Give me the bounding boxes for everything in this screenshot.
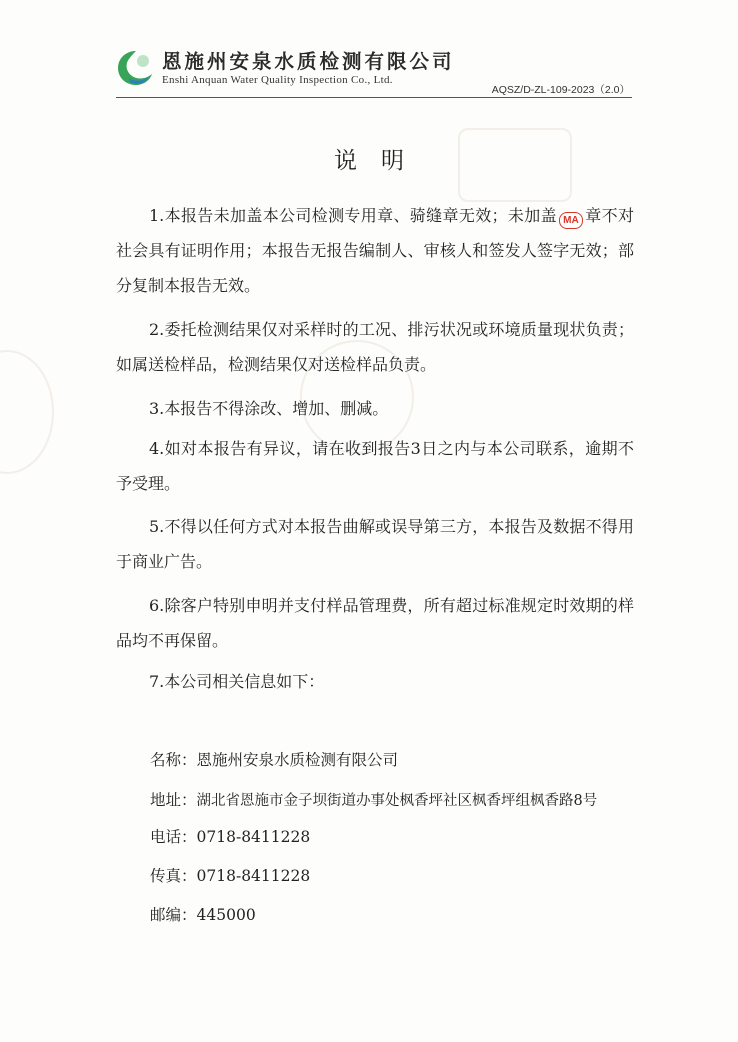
- note-paragraph-4: 4.如对本报告有异议，请在收到报告3日之内与本公司联系，逾期不予受理。: [116, 439, 634, 493]
- note-paragraph-7: 7.本公司相关信息如下：: [149, 672, 325, 691]
- phone-label: 电话：: [150, 828, 197, 846]
- company-fax-row: [150, 864, 310, 886]
- note-1-text-start: 1.本报告未加盖本公司检测专用章、骑缝章无效；未加盖: [149, 206, 557, 225]
- name-label: 名称：: [150, 751, 197, 769]
- name-value: 恩施州安泉水质检测有限公司: [196, 751, 399, 769]
- page-title: 说明: [334, 148, 428, 174]
- company-name-row: [150, 748, 398, 770]
- company-address-row: [150, 788, 597, 810]
- document-code: AQSZ/D-ZL-109-2023（2.0）: [491, 84, 630, 96]
- company-logo-icon: [116, 48, 156, 88]
- postcode-value: 445000: [196, 906, 256, 924]
- fax-value: 0718-8411228: [196, 867, 311, 885]
- address-label: 地址：: [150, 791, 197, 809]
- note-1-text-end: 章不对社会具有证明作用；本报告无报告编制人、审核人和签发人签字无效；部分复制本报告无效。: [116, 206, 634, 295]
- note-paragraph-5: 5.不得以任何方式对本报告曲解或误导第三方，本报告及数据不得用于商业广告。: [116, 517, 634, 571]
- note-paragraph-3: 3.本报告不得涂改、增加、删减。: [149, 399, 389, 418]
- company-name-en: Enshi Anquan Water Quality Inspection Co., Ltd.: [162, 74, 393, 86]
- ma-certification-mark: MA: [559, 212, 583, 229]
- note-paragraph-6: 6.除客户特别申明并支付样品管理费，所有超过标准规定时效期的样品均不再保留。: [116, 596, 634, 650]
- phone-value: 0718-8411228: [196, 828, 311, 846]
- note-paragraph-2: 2.委托检测结果仅对采样时的工况、排污状况或环境质量现状负责；如属送检样品，检测结果仅对送检样品负责。: [116, 320, 634, 374]
- postcode-label: 邮编：: [150, 906, 197, 924]
- note-paragraph-1: [116, 198, 634, 303]
- address-value: 湖北省恩施市金子坝街道办事处枫香坪社区枫香坪组枫香路8号: [196, 793, 598, 809]
- company-name-cn: 恩施州安泉水质检测有限公司: [162, 50, 455, 73]
- fax-label: 传真：: [150, 867, 197, 885]
- header-divider: [116, 97, 632, 98]
- company-postcode-row: [150, 903, 256, 925]
- letterhead: [116, 44, 632, 99]
- faint-stamp-impression: [0, 350, 54, 474]
- company-phone-row: [150, 825, 310, 847]
